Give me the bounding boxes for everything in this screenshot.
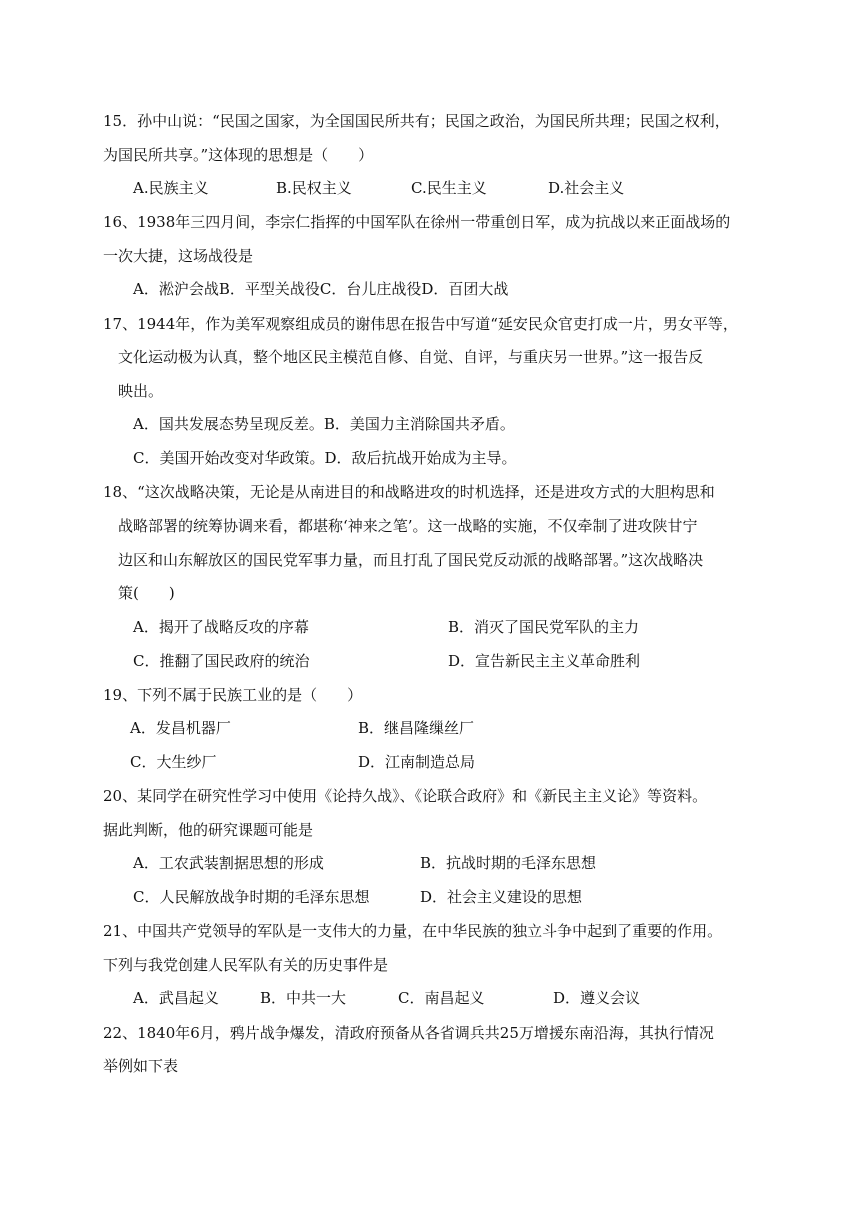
question-19-option-a: A．发昌机器厂 <box>130 719 231 737</box>
question-21-option-a: A．武昌起义 <box>133 989 219 1007</box>
question-18-line-1: 18、“这次战略决策，无论是从南进目的和战略进攻的时机选择，还是进攻方式的大胆构思和 <box>103 483 715 501</box>
question-21-option-c: C．南昌起义 <box>398 989 485 1007</box>
question-16-line-1: 16、1938年三四月间，李宗仁指挥的中国军队在徐州一带重创日军，成为抗战以来正面战场的 <box>103 213 731 231</box>
question-17-line-1: 17、1944年，作为美军观察组成员的谢伟思在报告中写道“延安民众官吏打成一片，男女平等， <box>103 315 738 333</box>
question-19-line-1: 19、下列不属于民族工业的是（ ） <box>103 686 363 704</box>
question-15-option-c: C.民生主义 <box>411 179 487 197</box>
question-17-options-ab: A．国共发展态势呈现反差。B．美国力主消除国共矛盾。 <box>133 415 515 433</box>
question-18-line-4: 策( ) <box>118 584 175 602</box>
question-18-option-d: D．宣告新民主主义革命胜利 <box>448 652 641 670</box>
question-22-line-2: 举例如下表 <box>103 1057 179 1075</box>
question-15-line-2: 为国民所共享。”这体现的思想是（ ） <box>103 146 374 164</box>
question-16-options: A．淞沪会战B．平型关战役C．台儿庄战役D．百团大战 <box>133 280 509 298</box>
question-18-line-3: 边区和山东解放区的国民党军事力量，而且打乱了国民党反动派的战略部署。”这次战略决 <box>118 551 704 569</box>
question-18-line-2: 战略部署的统筹协调来看，都堪称‘神来之笔’。这一战略的实施，不仅牵制了进攻陕甘宁 <box>118 517 698 535</box>
question-15-option-a: A.民族主义 <box>133 179 209 197</box>
question-22-line-1: 22、1840年6月，鸦片战争爆发，清政府预备从各省调兵共25万增援东南沿海，其执行情况 <box>103 1024 714 1042</box>
question-17-line-2: 文化运动极为认真，整个地区民主模范自修、自觉、自评，与重庆另一世界。”这一报告反 <box>118 348 704 366</box>
question-17-line-3: 映出。 <box>118 382 164 400</box>
question-19-option-b: B．继昌隆缫丝厂 <box>358 719 475 737</box>
question-20-option-c: C．人民解放战争时期的毛泽东思想 <box>133 888 370 906</box>
question-19-option-d: D．江南制造总局 <box>358 753 476 771</box>
question-18-option-b: B．消灭了国民党军队的主力 <box>448 618 640 636</box>
question-21-line-2: 下列与我党创建人民军队有关的历史事件是 <box>103 956 389 974</box>
question-20-option-d: D．社会主义建设的思想 <box>420 888 583 906</box>
question-15-option-b: B.民权主义 <box>276 179 352 197</box>
question-15-line-1: 15．孙中山说：“民国之国家，为全国国民所共有；民国之政治，为国民所共理；民国之权利， <box>103 112 730 130</box>
question-18-option-a: A．揭开了战略反攻的序幕 <box>133 618 309 636</box>
question-19-option-c: C．大生纱厂 <box>130 753 217 771</box>
question-16-line-2: 一次大捷，这场战役是 <box>103 247 254 265</box>
question-20-option-b: B．抗战时期的毛泽东思想 <box>420 854 597 872</box>
question-20-line-1: 20、某同学在研究性学习中使用《论持久战》、《论联合政府》和《新民主主义论》等资料。 <box>103 787 708 805</box>
question-21-line-1: 21、中国共产党领导的军队是一支伟大的力量，在中华民族的独立斗争中起到了重要的作用。 <box>103 922 723 940</box>
question-15-option-d: D.社会主义 <box>548 179 625 197</box>
question-20-option-a: A．工农武装割据思想的形成 <box>133 854 324 872</box>
question-20-line-2: 据此判断，他的研究课题可能是 <box>103 821 314 839</box>
question-18-option-c: C．推翻了国民政府的统治 <box>133 652 310 670</box>
question-21-option-b: B．中共一大 <box>260 989 347 1007</box>
question-21-option-d: D．遵义会议 <box>553 989 641 1007</box>
question-17-options-cd: C．美国开始改变对华政策。D．敌后抗战开始成为主导。 <box>133 449 517 467</box>
